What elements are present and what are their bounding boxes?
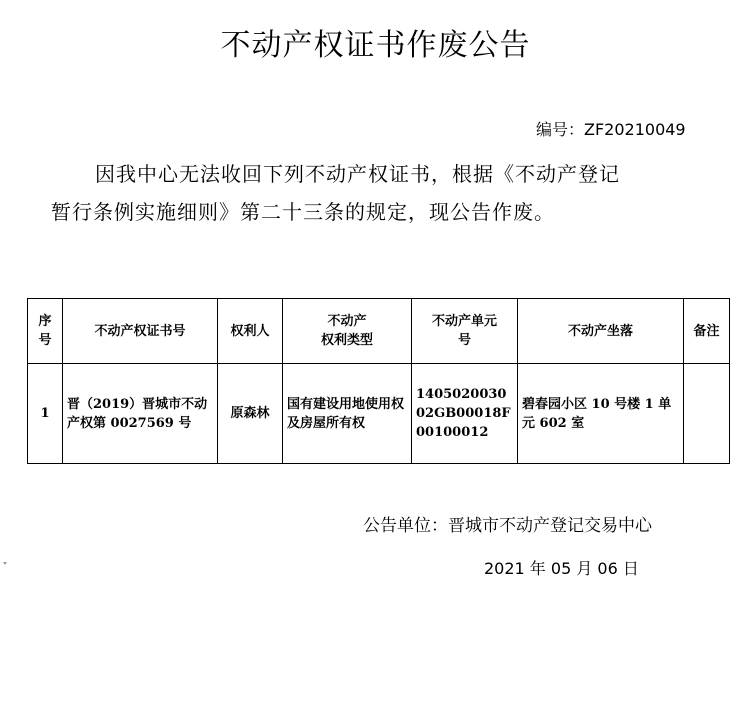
- cell-holder: 原森林: [218, 364, 283, 464]
- header-right-type-line-2: 权利类型: [320, 333, 373, 348]
- header-holder: 权利人: [218, 299, 283, 364]
- table-header-row: [28, 299, 730, 364]
- notice-body-line-1: [51, 155, 701, 193]
- cell-location: 碧春园小区 10 号楼 1 单元 602 室: [518, 364, 684, 464]
- header-seq: [28, 299, 63, 364]
- void-certificate-table: [27, 298, 730, 464]
- issue-date: 2021 年 05 月 06 日: [484, 559, 639, 578]
- cell-seq: 1: [28, 364, 63, 464]
- notice-body-line-2: 暂行条例实施细则》第二十三条的规定，现公告作废。: [51, 200, 555, 224]
- page-title: 不动产权证书作废公告: [220, 28, 531, 63]
- header-right-type-line-1: 不动产: [327, 314, 367, 329]
- header-remark: 备注: [684, 299, 730, 364]
- notice-body-line-1-text: 因我中心无法收回下列不动产权证书，根据《不动产登记: [95, 162, 620, 186]
- header-unit-no-line-2: 号: [457, 333, 471, 348]
- header-unit-no-line-1: 不动产单元: [431, 314, 497, 329]
- header-seq-line-2: 号: [38, 333, 52, 348]
- header-cert-no: 不动产权证书号: [63, 299, 218, 364]
- cell-remark: [684, 364, 730, 464]
- issuing-unit: 公告单位：晋城市不动产登记交易中心: [363, 516, 652, 536]
- document-number: 编号：ZF20210049: [536, 120, 686, 139]
- cell-cert-no: 晋（2019）晋城市不动产权第 0027569 号: [63, 364, 218, 464]
- header-right-type: [283, 299, 412, 364]
- header-location: 不动产坐落: [518, 299, 684, 364]
- notice-body: [51, 155, 701, 231]
- header-seq-line-1: 序: [38, 314, 52, 329]
- cell-right-type: 国有建设用地使用权及房屋所有权: [283, 364, 412, 464]
- cell-unit-no: 140502003002GB00018F00100012: [412, 364, 518, 464]
- header-unit-no: [412, 299, 518, 364]
- stray-mark-icon: [3, 562, 7, 566]
- table-row: [28, 364, 730, 464]
